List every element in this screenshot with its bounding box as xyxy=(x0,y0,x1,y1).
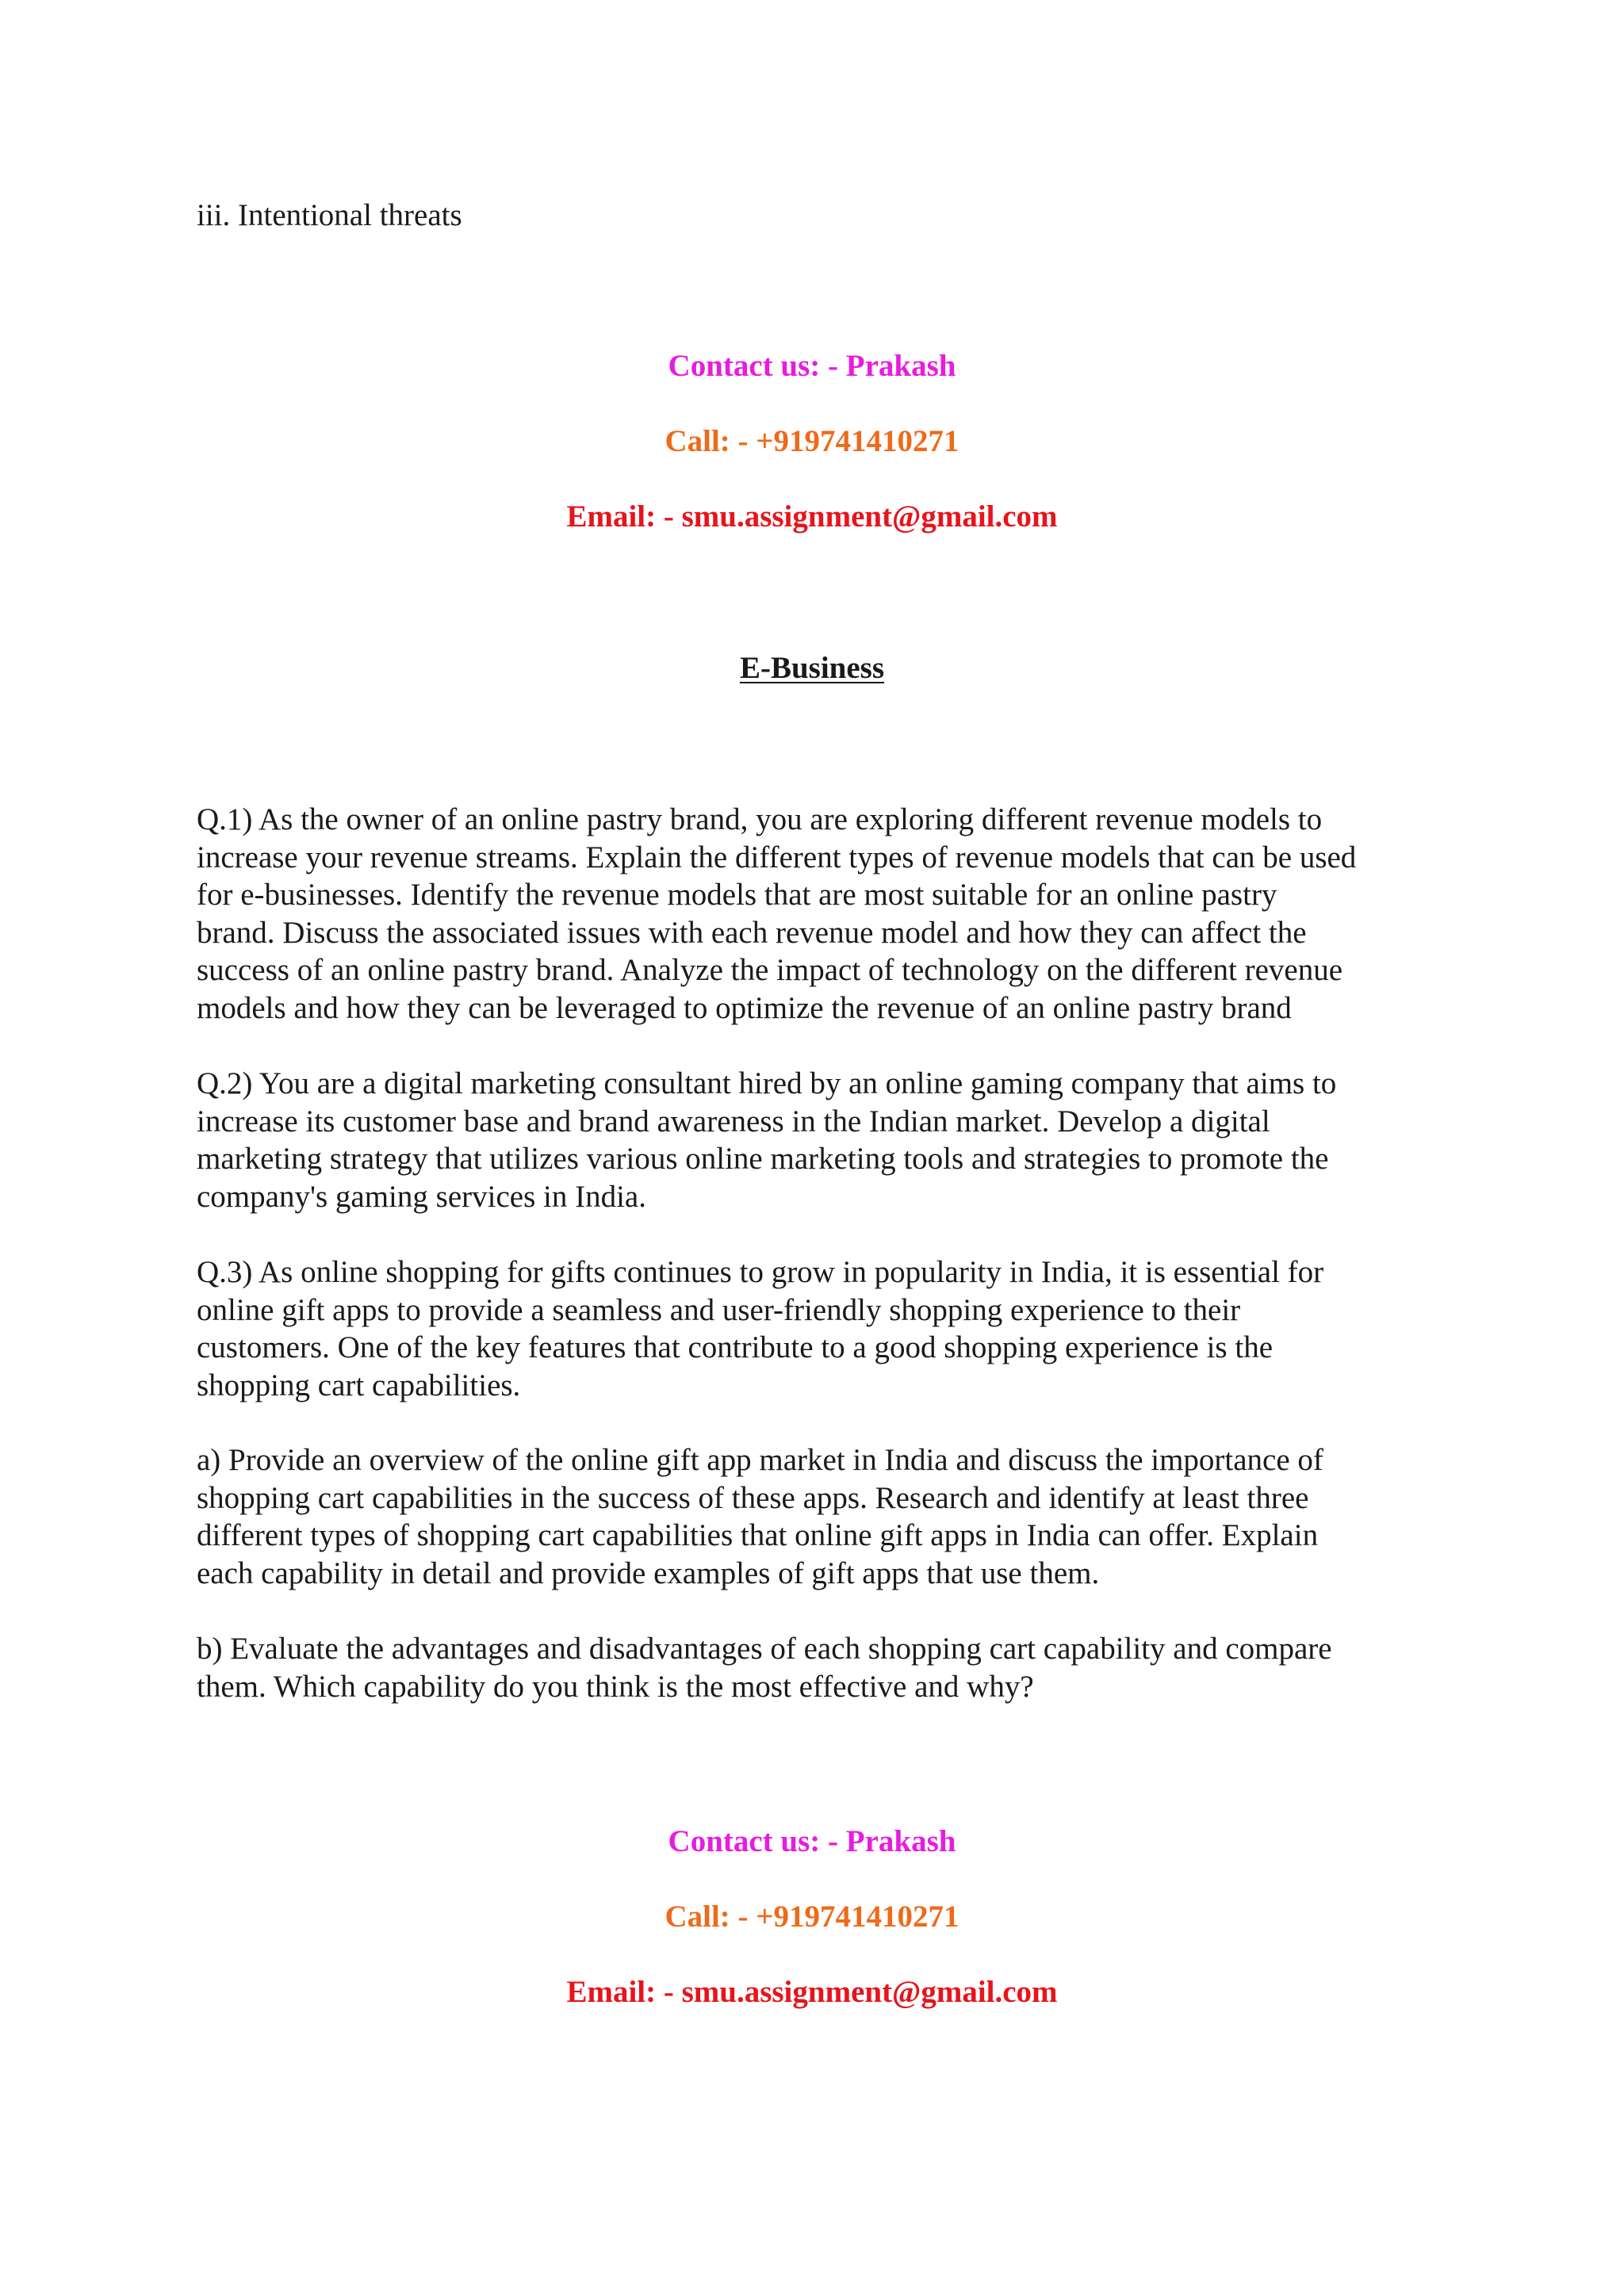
question-line: marketing strategy that utilizes various online marketing tools and strategies to promote the xyxy=(197,1142,1329,1176)
question-line: Q.1) As the owner of an online pastry brand, you are exploring different revenue models to xyxy=(197,802,1323,836)
question-line: Q.3) As online shopping for gifts continues to grow in popularity in India, it is essential for xyxy=(197,1255,1324,1289)
question-line: online gift apps to provide a seamless and user-friendly shopping experience to their xyxy=(197,1292,1241,1327)
section-heading-text: E-Business xyxy=(739,651,885,685)
section-heading xyxy=(0,649,1624,687)
contact-name-bottom: Contact us: - Prakash xyxy=(668,1824,956,1858)
question-line: success of an online pastry brand. Analyze the impact of technology on the different revenue xyxy=(197,953,1343,987)
question-line: increase its customer base and brand awareness in the Indian market. Develop a digital xyxy=(197,1104,1270,1138)
question-line: for e-businesses. Identify the revenue models that are most suitable for an online pastry xyxy=(197,878,1277,912)
question-3 xyxy=(197,1253,1465,1404)
question-line: models and how they can be leveraged to optimize the revenue of an online pastry brand xyxy=(197,990,1292,1025)
question-line: b) Evaluate the advantages and disadvantages of each shopping cart capability and compare xyxy=(197,1632,1332,1666)
question-line: increase your revenue streams. Explain the different types of revenue models that can be used xyxy=(197,840,1357,874)
question-3b xyxy=(197,1630,1465,1705)
question-line: them. Which capability do you think is the most effective and why? xyxy=(197,1669,1034,1704)
question-1 xyxy=(197,801,1465,1027)
contact-name-top: Contact us: - Prakash xyxy=(668,349,956,383)
question-line: each capability in detail and provide examples of gift apps that use them. xyxy=(197,1556,1100,1590)
question-line: brand. Discuss the associated issues with each revenue model and how they can affect the xyxy=(197,915,1307,950)
question-3a xyxy=(197,1441,1465,1592)
question-2 xyxy=(197,1065,1465,1215)
question-line: a) Provide an overview of the online gift app market in India and discuss the importance of xyxy=(197,1443,1323,1477)
contact-email-bottom: Email: - smu.assignment@gmail.com xyxy=(566,1975,1058,2009)
contact-phone-top: Call: - +919741410271 xyxy=(665,424,959,458)
intro-line: iii. Intentional threats xyxy=(197,198,462,232)
question-line: customers. One of the key features that contribute to a good shopping experience is the xyxy=(197,1330,1274,1364)
question-line: Q.2) You are a digital marketing consultant hired by an online gaming company that aims to xyxy=(197,1066,1337,1100)
question-line: company's gaming services in India. xyxy=(197,1179,646,1214)
contact-phone-bottom: Call: - +919741410271 xyxy=(665,1900,959,1934)
question-line: shopping cart capabilities. xyxy=(197,1368,521,1402)
question-line: shopping cart capabilities in the success of these apps. Research and identify at least three xyxy=(197,1480,1309,1515)
question-line: different types of shopping cart capabilities that online gift apps in India can offer. Explain xyxy=(197,1518,1319,1552)
contact-email-top: Email: - smu.assignment@gmail.com xyxy=(566,499,1058,534)
